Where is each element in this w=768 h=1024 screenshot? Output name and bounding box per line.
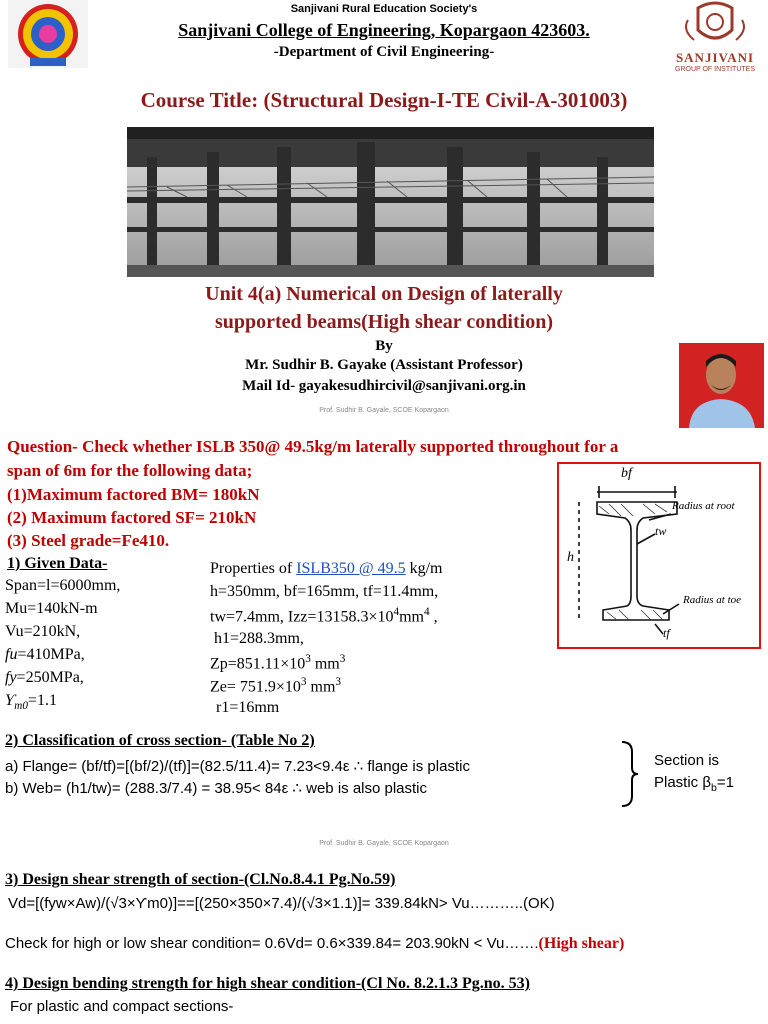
- properties-line5-text: Ze= 751.9×10: [210, 678, 301, 696]
- properties-line4: $Zp=851.11\times 10^3$ $mm^3$: [210, 653, 346, 673]
- question-line2: span of 6m for the following data;: [7, 461, 253, 480]
- given-fu-value: =410MPa,: [17, 646, 85, 663]
- given-data-heading: 1) Given Data-: [7, 555, 108, 572]
- properties-title: [210, 560, 443, 578]
- classification-flange: a) Flange= (bf/tf)=[(bf/2)/(tf)]=(82.5/11.4)= 7.23<9.4ε ∴ flange is plastic: [5, 758, 470, 775]
- question-line5: (3) Steel grade=Fe410.: [7, 531, 170, 550]
- department-name: -Department of Civil Engineering-: [273, 44, 495, 60]
- footer-credit-top: Prof. Sudhir B. Gayale, SCOE Kopargaon: [319, 407, 449, 414]
- properties-line2-b: mm: [399, 608, 424, 626]
- steel-frame-image-icon: [127, 127, 654, 277]
- question-line1: Question- Check whether ISLB 350@ 49.5kg/m laterally supported throughout for a: [7, 437, 619, 456]
- properties-line1: h=350mm, bf=165mm, tf=11.4mm,: [210, 583, 439, 600]
- sketch-label-tf: tf: [663, 626, 670, 640]
- question-line3: (1)Maximum factored BM= 180kN: [7, 485, 260, 504]
- shear-check-text: Check for high or low shear condition= 0.6Vd= 0.6×339.84= 203.90kN < Vu…….: [5, 935, 539, 952]
- isection-sketch: [557, 462, 761, 649]
- classification-web: b) Web= (h1/tw)= (288.3/7.4) = 38.95< 84ε ∴ web is also plastic: [5, 780, 428, 797]
- shear-check-line: [5, 935, 624, 953]
- bending-line: For plastic and compact sections-: [10, 998, 234, 1015]
- given-gamma-value: =1.1: [27, 692, 57, 709]
- properties-line5: $Ze= 751.9\times 10^3$ $mm^3$: [210, 676, 341, 696]
- college-name: Sanjivani College of Engineering, Kopargaon 423603.: [178, 20, 590, 40]
- shear-heading: 3) Design shear strength of section-(Cl.No.8.4.1 Pg.No.59): [5, 871, 396, 888]
- given-mu: Mu=140kN-m: [5, 600, 98, 617]
- given-vu: Vu=210kN,: [5, 623, 81, 640]
- classification-result-line2: Plastic $\beta_b=1$: [654, 774, 734, 794]
- islb-link[interactable]: ISLB350 @ 49.5: [296, 560, 406, 577]
- sketch-label-radius-root: Radius at root: [672, 500, 735, 512]
- footer-credit-bottom: Prof. Sudhir B. Gayale, SCOE Kopargaon: [319, 840, 449, 847]
- logo-right-text: SANJIVANI: [675, 50, 755, 65]
- given-span: Span=l=6000mm,: [5, 577, 121, 594]
- sketch-label-radius-toe: Radius at toe: [683, 594, 742, 606]
- given-fy: fy=250MPa,: [5, 669, 84, 686]
- properties-line2: tw=7.4mm, $Izz=13158.3\times 10^4mm^4$ ,: [210, 606, 438, 626]
- classification-result-value: =1: [716, 774, 734, 791]
- author-name: Mr. Sudhir B. Gayake (Assistant Professor): [245, 357, 523, 373]
- sketch-label-h: h: [567, 550, 574, 565]
- bending-heading: 4) Design bending strength for high shear condition-(Cl No. 8.2.1.3 Pg.no. 53): [5, 975, 530, 992]
- sketch-label-bf: bf: [621, 466, 632, 481]
- author-email: Mail Id- gayakesudhircivil@sanjivani.org.in: [242, 378, 526, 394]
- properties-line2-a: tw=7.4mm, Izz=13158.3×10: [210, 608, 394, 626]
- sketch-label-tw: tw: [655, 524, 667, 538]
- person-photo-icon: [679, 343, 764, 428]
- given-gamma: $Ƴ_{m0}=1.1$: [5, 692, 57, 713]
- unit-title-line2: supported beams(High shear condition): [214, 311, 553, 333]
- classification-result-text: Plastic β: [654, 774, 711, 791]
- course-title: Course Title: (Structural Design-I-TE Civil-A-301003): [140, 88, 628, 112]
- society-name: Sanjivani Rural Education Society's: [290, 3, 478, 15]
- classification-result-line1: Section is: [654, 752, 720, 769]
- given-fu: fu=410MPa,: [5, 646, 85, 663]
- properties-line3: h1=288.3mm,: [214, 630, 304, 647]
- shear-check-result: (High shear): [538, 935, 625, 952]
- shear-formula: Vd=[(fyw×Aw)/(√3×Ƴm0)]==[(250×350×7.4)/(√3×1.1)]= 339.84kN> Vu………..(OK): [8, 895, 555, 912]
- properties-suffix: kg/m: [405, 560, 443, 577]
- steel-structure-photo: [127, 127, 654, 277]
- given-fy-value: =250MPa,: [16, 669, 84, 686]
- properties-line6: r1=16mm: [216, 699, 280, 716]
- author-photo: [679, 343, 764, 428]
- isection-drawing-icon: [559, 464, 759, 647]
- by-label: By: [375, 338, 393, 354]
- question-line4: (2) Maximum factored SF= 210kN: [7, 508, 257, 527]
- classification-heading: 2) Classification of cross section- (Table No 2): [5, 732, 315, 749]
- logo-right-subtext: GROUP OF INSTITUTES: [675, 66, 755, 73]
- properties-prefix: Properties of: [210, 560, 297, 577]
- properties-line4-text: Zp=851.11×10: [210, 655, 306, 673]
- curly-brace-icon: [620, 740, 640, 808]
- unit-title-line1: Unit 4(a) Numerical on Design of laterally: [205, 283, 563, 305]
